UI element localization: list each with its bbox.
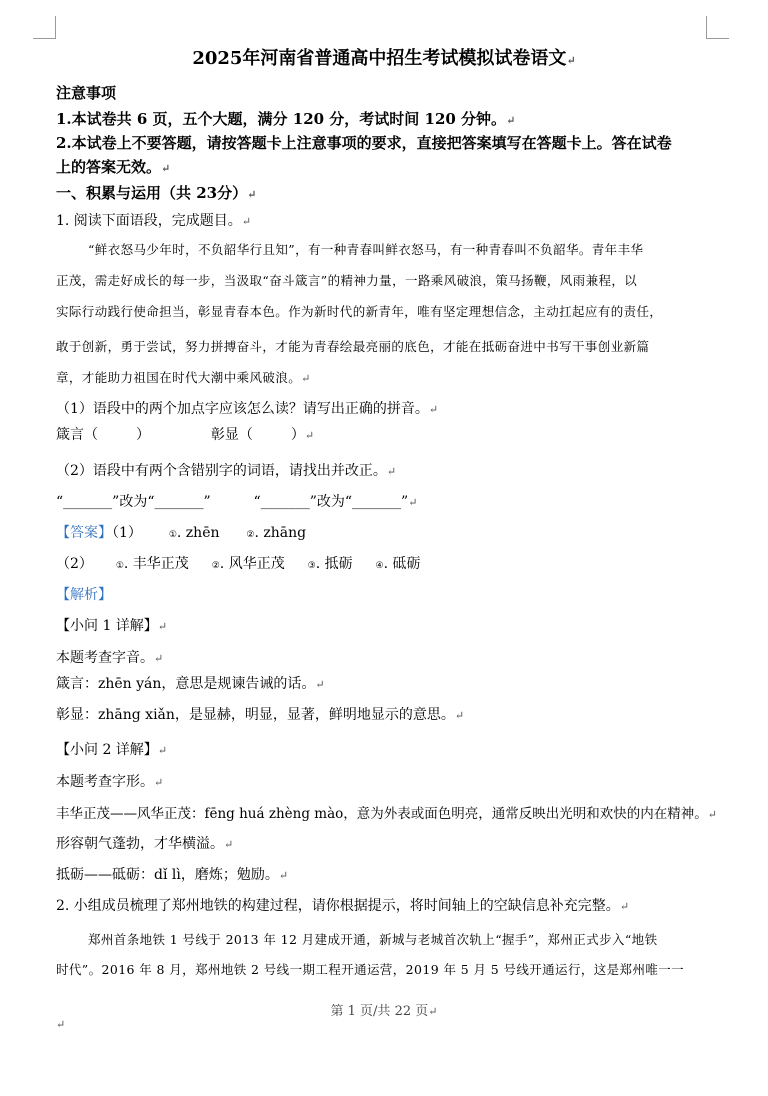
page-title: 2025年河南省普通高中招生考试模拟试卷语文↵ [192, 48, 576, 69]
notice-item-1: 1.本试卷共 6 页，五个大题，满分 120 分，考试时间 120 分钟。↵ [56, 110, 516, 128]
detail-1-label: 【小问 1 详解】↵ [56, 618, 168, 634]
passage-line-5: 章，才能助力祖国在时代大潮中乘风破浪。↵ [56, 370, 311, 385]
detail-2-line-3: 形容朝气蓬勃，才华横溢。↵ [56, 836, 234, 852]
question-2-intro: 2. 小组成员梳理了郑州地铁的构建过程，请你根据提示，将时间轴上的空缺信息补充完整。↵ [56, 898, 630, 914]
correction-blank-a: “_______”改为“_______” [56, 494, 211, 510]
question-2-passage-line-2: 时代”。2016 年 8 月，郑州地铁 2 号线一期工程开通运营，2019 年 5 月 5 号线开通运行，这是郑州唯一一 [56, 962, 685, 977]
notice-item-2-line-2: 上的答案无效。↵ [56, 158, 171, 176]
detail-2-line-1: 本题考查字形。↵ [56, 774, 164, 790]
correction-blank-b: “_______”改为“_______” [253, 494, 409, 510]
detail-2-line-4: 抵砺——砥砺：dǐ lì，磨炼；勉励。↵ [56, 867, 289, 883]
passage-line-2: 正茂，需走好成长的每一步，当汲取“奋斗箴言”的精神力量，一路乘风破浪，策马扬鞭，风雨兼程，以 [56, 273, 638, 288]
correction-blanks: “_______”改为“_______” “_______”改为“_______”↵ [56, 494, 418, 510]
detail-2-line-2: 丰华正茂——风华正茂：fēng huá zhèng mào，意为外表或面色明亮，通常反映出光明和欢快的内在精神。↵ [56, 806, 717, 822]
page-footer: 第 1 页/共 22 页↵ [330, 1004, 438, 1019]
answer-label: 【答案】 [56, 525, 112, 541]
question-2-passage-line-1: 郑州首条地铁 1 号线于 2013 年 12 月建成开通，新城与老城首次轨上“握手”，郑州正式步入“地铁 [88, 932, 658, 947]
notice-heading: 注意事项 [56, 84, 117, 102]
answer-line-2: （2） ①. 丰华正茂 ②. 风华正茂 ③. 抵砺 ④. 砥砺 [56, 556, 421, 572]
passage-line-3: 实际行动践行使命担当，彰显青春本色。作为新时代的新青年，唯有坚定理想信念，主动扛起应有的责任， [56, 304, 663, 319]
analysis-label: 【解析】 [56, 587, 112, 603]
detail-1-line-3: 彰显：zhāng xiǎn，是显赫，明显，显著，鲜明地显示的意思。↵ [56, 707, 465, 723]
blank-2-word: 彰显（ [210, 427, 253, 443]
blank-2-close: ） [290, 427, 305, 443]
detail-1-line-1: 本题考查字音。↵ [56, 650, 164, 666]
question-1-intro: 1. 阅读下面语段，完成题目。↵ [56, 213, 252, 229]
section-1-heading: 一、积累与运用（共 23分）↵ [56, 184, 257, 202]
sub-question-1: （1）语段中的两个加点字应该怎么读？请写出正确的拼音。↵ [56, 401, 439, 417]
sub-question-2: （2）语段中有两个含错别字的词语，请找出并改正。↵ [56, 463, 397, 479]
paragraph-mark: ↵ [56, 1018, 66, 1031]
passage-line-4: 敢于创新，勇于尝试，努力拼搏奋斗，才能为青春绘最亮丽的底色，才能在抵砺奋进中书写干事创业新篇 [56, 339, 650, 354]
answer-line-1: 【答案】（1） ①. zhēn ②. zhāng [56, 525, 307, 541]
passage-line-1: “鲜衣怒马少年时，不负韶华行且知”，有一种青春叫鲜衣怒马，有一种青春叫不负韶华。青年丰华 [88, 242, 644, 257]
pinyin-blanks: 箴言（ ） 彰显（ ）↵ [56, 427, 315, 443]
detail-1-line-2: 箴言：zhēn yán，意思是规谏告诫的话。↵ [56, 676, 325, 692]
crop-mark-top-left [33, 16, 56, 39]
notice-item-2-line-1: 2.本试卷上不要答题，请按答题卡上注意事项的要求，直接把答案填写在答题卡上。答在试卷 [56, 134, 672, 152]
crop-mark-top-right [706, 16, 729, 39]
blank-1-word: 箴言（ [56, 427, 98, 443]
blank-1-close: ） [136, 427, 150, 443]
detail-2-label: 【小问 2 详解】↵ [56, 742, 168, 758]
